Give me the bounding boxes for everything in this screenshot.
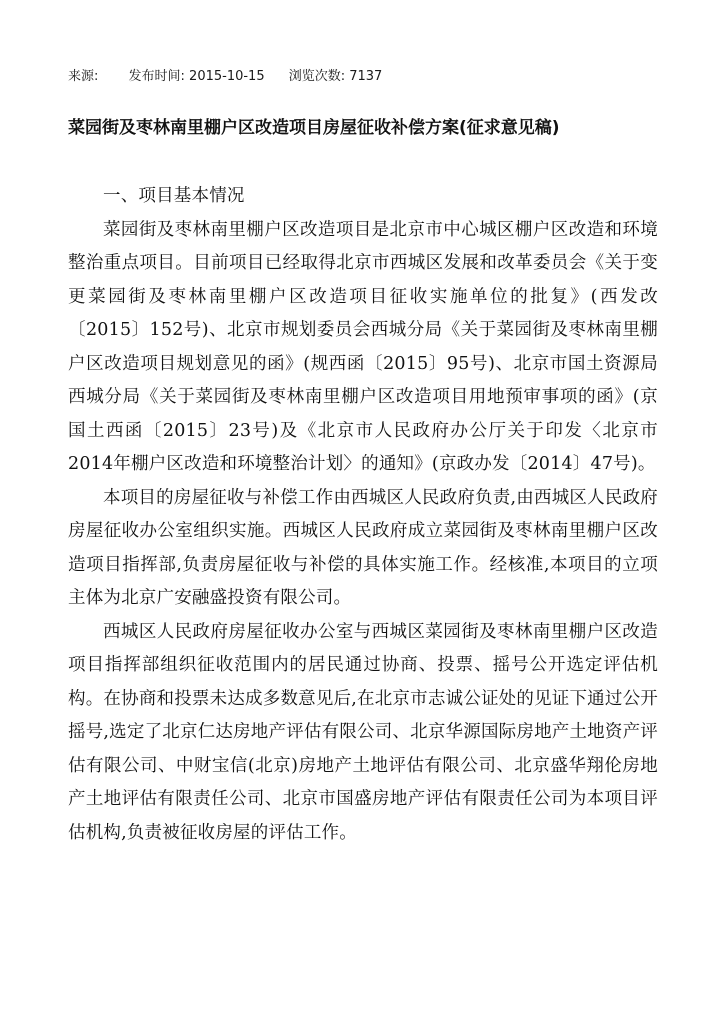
- view-count: 浏览次数: 7137: [288, 69, 383, 84]
- body-paragraph: 菜园街及枣林南里棚户区改造项目是北京市中心城区棚户区改造和环境整治重点项目。目前项目已经取得北京市西城区发展和改革委员会《关于变更菜园街及枣林南里棚户区改造项目征收实施单位的批复》(西发改〔2015〕152号)、北京市规划委员会西城分局《关于菜园街及枣林南里棚户区改造项目规划意见的函》(规西函〔2015〕95号)、北京市国土资源局西城分局《关于菜园街及枣林南里棚户区改造项目用地预审事项的函》(京国土西函〔2015〕23号)及《北京市人民政府办公厅关于印发〈北京市2014年棚户区改造和环境整治计划〉的通知》(京政办发〔2014〕47号)。: [68, 219, 658, 474]
- body-paragraph: 西城区人民政府房屋征收办公室与西城区菜园街及枣林南里棚户区改造项目指挥部组织征收范围内的居民通过协商、投票、摇号公开选定评估机构。在协商和投票未达成多数意见后,在北京市志诚公证处的见证下通过公开摇号,选定了北京仁达房地产评估有限公司、北京华源国际房地产土地资产评估有限公司、中财宝信(北京)房地产土地评估有限公司、北京盛华翔伦房地产土地评估有限责任公司、北京市国盛房地产评估有限责任公司为本项目评估机构,负责被征收房屋的评估工作。: [68, 621, 658, 843]
- document-body: [68, 180, 658, 850]
- source-label: 来源:: [68, 69, 99, 84]
- body-paragraph: 本项目的房屋征收与补偿工作由西城区人民政府负责,由西城区人民政府房屋征收办公室组织实施。西城区人民政府成立菜园街及枣林南里棚户区改造项目指挥部,负责房屋征收与补偿的具体实施工作。经核准,本项目的立项主体为北京广安融盛投资有限公司。: [68, 487, 658, 608]
- article-meta: [68, 68, 382, 86]
- document-title: 菜园街及枣林南里棚户区改造项目房屋征收补偿方案(征求意见稿): [68, 118, 560, 138]
- publish-date: 发布时间: 2015-10-15: [128, 69, 265, 84]
- section-heading: 一、项目基本情况: [103, 186, 245, 206]
